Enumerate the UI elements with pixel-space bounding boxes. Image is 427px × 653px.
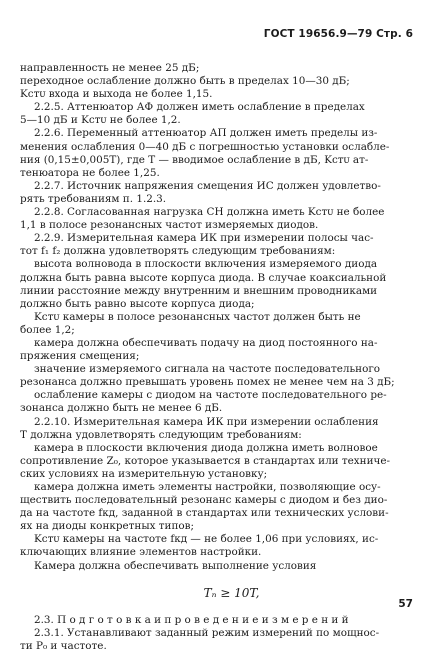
text-line: ключающих влияние элементов настройки. <box>20 546 262 559</box>
text-line: резонанса должно превышать уровень помех не менее чем на 3 дБ; <box>20 376 395 389</box>
text-line: высота волновода в плоскости включения измеряемого диода <box>34 258 378 271</box>
text-line: ских условиях на измерительную установку; <box>20 467 268 480</box>
text-line: 2.3.1. Устанавливают заданный режим измерений по мощнос- <box>34 626 380 639</box>
text-line: рять требованиям п. 1.2.3. <box>20 192 167 205</box>
text-line: сопротивление Z₀, которое указывается в стандартах или техниче- <box>20 454 391 467</box>
text-line: 2.2.9. Измерительная камера ИК при измерении полосы час- <box>34 232 374 245</box>
text-line: зонанса должно быть не менее 6 дБ. <box>20 402 223 415</box>
text-block-main <box>20 62 413 573</box>
text-line: ществить последовательный резонанс камеры с диодом и без дио- <box>20 494 388 507</box>
text-line: Камера должна обеспечивать выполнение условия <box>34 559 317 572</box>
text-line: 2.2.5. Аттенюатор АФ должен иметь ослабление в пределах <box>34 101 365 114</box>
page-number: 57 <box>398 598 413 610</box>
text-line: 2.2.8. Согласованная нагрузка СН должна иметь Kстᴜ не более <box>34 206 385 219</box>
text-line: 2.2.6. Переменный аттенюатор АП должен иметь пределы из- <box>34 127 378 140</box>
text-line: 2.3. П о д г о т о в к а и п р о в е д е н и е и з м е р е н и й <box>34 613 349 626</box>
text-line: Kстᴜ камеры в полосе резонансных частот должен быть не <box>34 310 361 323</box>
text-line: камера в плоскости включения диода должна иметь волновое <box>34 441 378 454</box>
text-line: пряжения смещения; <box>20 350 140 363</box>
text-line: переходное ослабление должно быть в пределах 10—30 дБ; <box>20 75 350 88</box>
text-line: 1,1 в полосе резонансных частот измеряемых диодов. <box>20 219 319 232</box>
text-line: ях на диоды конкретных типов; <box>20 520 194 533</box>
text-line: направленность не менее 25 дБ; <box>20 62 200 74</box>
text-line: Kстᴜ камеры на частоте fкд — не более 1,06 при условиях, ис- <box>34 533 379 546</box>
text-line: должно быть равно высоте корпуса диода; <box>20 297 255 310</box>
text-line: 2.2.10. Измерительная камера ИК при измерении ослабления <box>34 415 379 428</box>
text-block-section <box>20 614 413 653</box>
formula: Tₙ ≥ 10T, <box>203 585 260 600</box>
text-line: ослабление камеры с диодом на частоте последовательного ре- <box>34 389 387 402</box>
text-line: да на частоте fкд, заданной в стандартах или технических услови- <box>20 507 389 520</box>
document-body <box>20 62 413 653</box>
text-line: значение измеряемого сигнала на частоте последовательного <box>34 363 381 376</box>
text-line: Kстᴜ входа и выхода не более 1,15. <box>20 88 213 101</box>
page-header: ГОСТ 19656.9—79 Стр. 6 <box>263 28 413 40</box>
text-line: камера должна иметь элементы настройки, позволяющие осу- <box>34 481 381 493</box>
text-line: камера должна обеспечивать подачу на диод постоянного на- <box>34 336 378 349</box>
text-line: более 1,2; <box>20 323 75 336</box>
text-line: тенюатора не более 1,25. <box>20 166 160 179</box>
text-line: 2.2.7. Источник напряжения смещения ИС должен удовлетво- <box>34 179 381 192</box>
text-line: линии расстояние между внутренним и внешним проводниками <box>20 284 378 297</box>
text-line: ния (0,15±0,005T), где T — вводимое ослабление в дБ, Kстᴜ ат- <box>20 153 369 166</box>
text-line: менения ослабления 0—40 дБ с погрешностью установки ослабле- <box>20 140 390 153</box>
text-line: тот f₁ f₂ должна удовлетворять следующим требованиям: <box>20 245 336 258</box>
text-line: 5—10 дБ и Kстᴜ не более 1,2. <box>20 114 181 127</box>
text-line: должна быть равна высоте корпуса диода. В случае коаксиальной <box>20 271 387 284</box>
text-line: ти P₀ и частоте. <box>20 639 107 652</box>
text-line: T должна удовлетворять следующим требованиям: <box>20 428 302 441</box>
